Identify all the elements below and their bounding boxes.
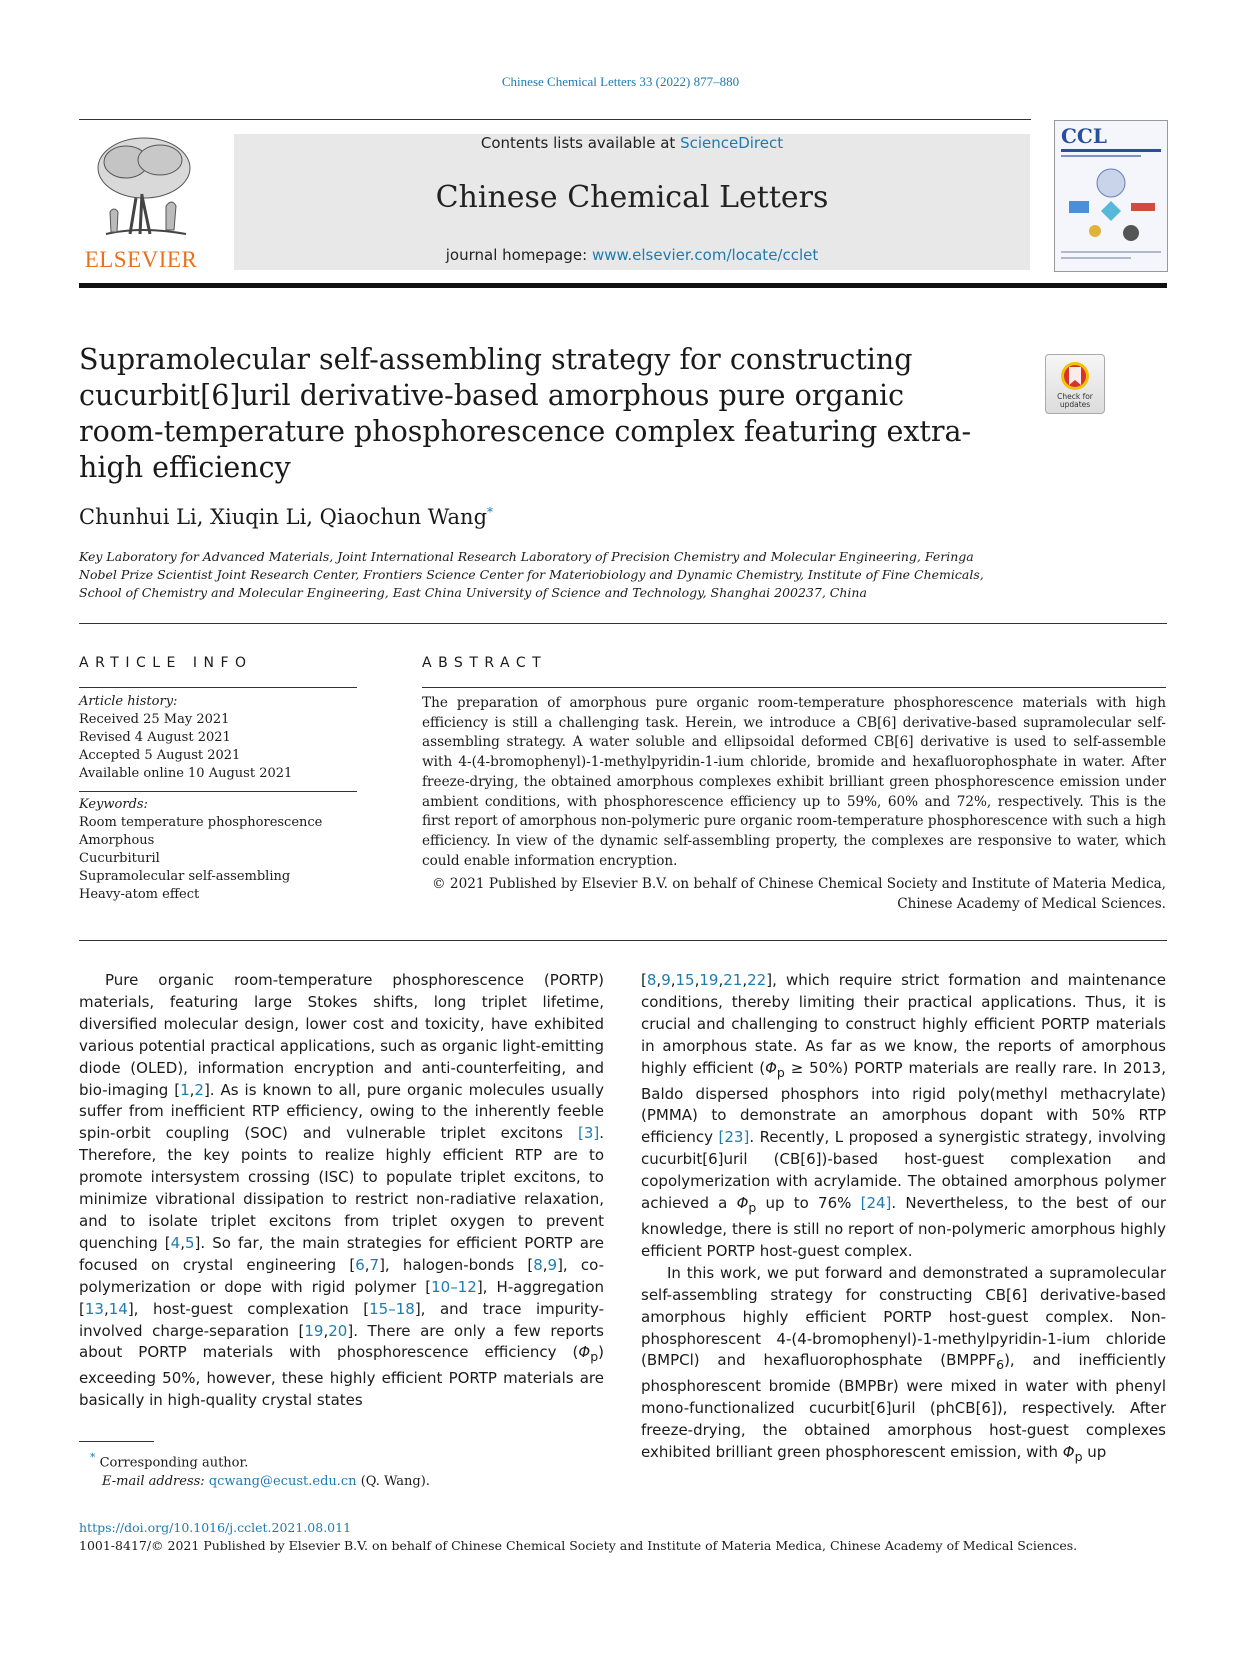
corresponding-mark[interactable]: * bbox=[487, 505, 494, 519]
ref-link[interactable]: 7 bbox=[369, 1255, 380, 1274]
body-text: up bbox=[1082, 1443, 1107, 1462]
abstract-heading: ABSTRACT bbox=[422, 655, 548, 671]
body-text: ], which require strict formation and maintenance conditions, thereby limiting their practical applications. Thus, it is crucial and challenging to construct highly efficient PORTP materials in amorphous state. As far as we know, the reports of amorphous highly efficient ( bbox=[641, 971, 1166, 1077]
cover-title: CCL bbox=[1061, 124, 1107, 148]
email-line bbox=[90, 1472, 430, 1491]
ref-link[interactable]: 13 bbox=[84, 1299, 104, 1318]
ref-link[interactable]: [24] bbox=[860, 1194, 892, 1213]
body-text: . Recently, L proposed a synergistic strategy, involving cucurbit[6]uril (CB[6])-based host-guest complexation and copolymerization with acrylamide. The obtained amorphous polymer achieved a bbox=[641, 1128, 1167, 1213]
keyword-item: Supramolecular self-assembling bbox=[79, 869, 291, 884]
history-revised: Revised 4 August 2021 bbox=[79, 730, 231, 745]
email-link[interactable]: qcwang@ecust.edu.cn bbox=[208, 1474, 357, 1490]
author-affiliation: Key Laboratory for Advanced Materials, Joint International Research Laboratory of Precision Chemistry and Molecular Engineering, Feringa Nobel Prize Scientist Joint Research Center, Frontiers Science Center for Materiobiology and Dynamic Chemistry, Institute of Fine Chemicals, School of Chemistry and Molecular Engineering, East China University of Science and Technology, Shanghai 200237, China bbox=[79, 549, 984, 600]
journal-homepage bbox=[234, 246, 1030, 264]
body-text: . Nevertheless, to the best of our knowledge, there is still no report of non-polymeric amorphous highly efficient PORTP host-guest complex. bbox=[641, 1194, 1166, 1260]
body-text: up to 76% bbox=[756, 1194, 861, 1213]
history-online: Available online 10 August 2021 bbox=[79, 766, 293, 781]
ref-link[interactable]: 6 bbox=[355, 1255, 365, 1274]
ref-link[interactable]: 21 bbox=[723, 971, 743, 989]
body-text: ]. As is known to all, pure organic molecules usually suffer from inefficient RTP efficiency, owing to the inherently feeble spin-orbit coupling (SOC) and vulnerable triplet excitons bbox=[79, 1080, 604, 1143]
journal-name: Chinese Chemical Letters bbox=[435, 180, 829, 215]
corresponding-note bbox=[90, 1448, 430, 1472]
footnote bbox=[90, 1448, 430, 1491]
ref-link[interactable]: 8 bbox=[533, 1255, 543, 1274]
body-text: ]. There are only a few reports about PORTP materials with phosphorescence efficiency ( bbox=[79, 1321, 604, 1362]
bookmark-icon bbox=[1046, 359, 1104, 395]
banner-content bbox=[234, 134, 1030, 270]
section-rule bbox=[79, 940, 1167, 941]
ref-link[interactable]: 9 bbox=[547, 1255, 558, 1274]
email-owner: (Q. Wang). bbox=[360, 1474, 430, 1490]
subscript-6: 6 bbox=[996, 1357, 1005, 1373]
journal-citation[interactable]: Chinese Chemical Letters 33 (2022) 877–880 bbox=[501, 74, 740, 89]
elsevier-tree-icon bbox=[86, 134, 196, 246]
body-paragraph bbox=[641, 1263, 1166, 1468]
info-rule bbox=[79, 791, 357, 792]
keywords bbox=[79, 796, 357, 904]
ref-link[interactable]: 19 bbox=[699, 971, 719, 989]
cover-art-icon bbox=[1055, 121, 1167, 271]
footnote-mark: * bbox=[90, 1451, 96, 1464]
article-history bbox=[79, 693, 357, 783]
keyword-item: Cucurbituril bbox=[79, 851, 160, 866]
body-text: ]. So far, the main strategies for efficient PORTP are focused on crystal engineering [ bbox=[79, 1233, 604, 1274]
body-text: [ bbox=[641, 971, 647, 989]
keyword-item: Room temperature phosphorescence bbox=[79, 815, 323, 830]
history-accepted: Accepted 5 August 2021 bbox=[79, 748, 241, 763]
doi-link[interactable]: https://doi.org/10.1016/j.cclet.2021.08.011 bbox=[79, 1520, 352, 1535]
phi-symbol: Φ bbox=[578, 1343, 591, 1362]
corresponding-label: Corresponding author. bbox=[99, 1455, 249, 1471]
ref-link[interactable]: 15 bbox=[675, 971, 695, 989]
ref-link[interactable]: 2 bbox=[194, 1080, 204, 1099]
body-column-left bbox=[79, 970, 604, 1412]
phi-symbol: Φ bbox=[736, 1194, 749, 1213]
body-text: ) exceeding 50%, however, these highly efficient PORTP materials are basically in high-quality crystal states bbox=[79, 1343, 604, 1410]
issn-copyright: 1001-8417/© 2021 Published by Elsevier B.V. on behalf of Chinese Chemical Society and Institute of Materia Medica, Chinese Academy of Medical Sciences. bbox=[79, 1538, 1078, 1553]
email-label: E-mail address: bbox=[102, 1474, 205, 1490]
keywords-label: Keywords: bbox=[79, 797, 148, 812]
abstract-copyright: © 2021 Published by Elsevier B.V. on behalf of Chinese Chemical Society and Institute of Materia Medica, Chinese Academy of Medical Sciences. bbox=[432, 876, 1166, 912]
body-text: ], H-aggregation [ bbox=[79, 1277, 604, 1318]
keyword-item: Heavy-atom effect bbox=[79, 887, 200, 902]
section-rule bbox=[79, 623, 1167, 624]
check-for-updates-label: Check for updates bbox=[1057, 392, 1093, 409]
ref-link[interactable]: 15–18 bbox=[369, 1299, 415, 1318]
body-column-right bbox=[641, 970, 1166, 1468]
subscript-p: p bbox=[748, 1200, 757, 1216]
ref-link[interactable]: 9 bbox=[661, 971, 671, 989]
keyword-item: Amorphous bbox=[79, 833, 155, 848]
subscript-p: p bbox=[590, 1349, 599, 1365]
abstract-text: The preparation of amorphous pure organic room-temperature phosphorescence materials with high efficiency is still a challenging task. Herein, we introduce a CB[6] derivative-based supramolecular self-assembling strategy. A water soluble and ellipsoidal deformed CB[6] derivative is used to self-assemble with 4-(4-bromophenyl)-1-methylpyridin-1-ium chloride, bromide and hexafluorophosphate in water. After freeze-drying, the obtained amorphous complexes exhibit brilliant green phosphorescence emission under ambient conditions, with phosphorescence efficiency up to 59%, 60% and 72%, respectively. This is the first report of amorphous non-polymeric pure organic room-temperature phosphorescence with such a high efficiency. In view of the dynamic self-assembling property, the complexes are responsive to water, which could enable information encryption. bbox=[422, 695, 1166, 869]
body-text: ], host-guest complexation [ bbox=[127, 1299, 370, 1318]
author-list bbox=[79, 505, 493, 529]
ref-link[interactable]: [3] bbox=[577, 1124, 600, 1143]
body-text: ≥ 50%) PORTP materials are really rare. In 2013, Baldo dispersed phosphors into rigid poly(methyl methacrylate) (PMMA) to demonstrate an amorphous dopant with 50% RTP efficiency bbox=[641, 1058, 1166, 1147]
elsevier-logo[interactable] bbox=[78, 134, 204, 274]
article-title: Supramolecular self-assembling strategy for constructing cucurbit[6]uril derivative-based amorphous pure organic room-temperature phosphorescence complex featuring extra-high efficiency bbox=[79, 343, 972, 484]
authors-text: Chunhui Li, Xiuqin Li, Qiaochun Wang bbox=[79, 505, 488, 529]
footnote-rule bbox=[79, 1441, 154, 1442]
ref-link[interactable]: 22 bbox=[747, 971, 767, 989]
ref-link[interactable]: 4 bbox=[170, 1233, 181, 1252]
body-text: ), and inefficiently phosphorescent bromide (BMPBr) were mixed in water with phenyl mono-functionalized cucurbit[6]uril (phCB[6]), respectively. After freeze-drying, the obtained amorphous host-guest complexes exhibited brilliant green phosphorescent emission, with bbox=[641, 1351, 1166, 1462]
contents-available bbox=[234, 134, 1030, 152]
phi-symbol: Φ bbox=[765, 1058, 777, 1077]
info-rule bbox=[79, 687, 357, 688]
contents-prefix: Contents lists available at bbox=[480, 134, 676, 152]
phi-symbol: Φ bbox=[1062, 1443, 1075, 1462]
ref-link[interactable]: [23] bbox=[718, 1128, 750, 1147]
subscript-p: p bbox=[776, 1064, 785, 1080]
body-text: ], co-polymerization or dope with rigid polymer [ bbox=[79, 1255, 605, 1296]
header-rule bbox=[79, 119, 1031, 120]
body-text: In this work, we put forward and demonstrated a supramolecular self-assembling strategy for constructing CB[6] derivative-based amorphous highly efficient PORTP host-guest complex. Non-phosphorescent 4-(4-bromophenyl)-1-methylpyridin-1-ium chloride (BMPCl) and hexafluorophosphate (BMPPF bbox=[641, 1263, 1166, 1370]
ref-link[interactable]: 19 bbox=[304, 1321, 324, 1340]
homepage-link[interactable]: www.elsevier.com/locate/cclet bbox=[591, 246, 819, 264]
body-text: ], halogen-bonds [ bbox=[379, 1255, 534, 1274]
check-for-updates-button[interactable] bbox=[1045, 354, 1105, 414]
subscript-p: p bbox=[1074, 1449, 1083, 1465]
body-text: ], and trace impurity-involved charge-separation [ bbox=[79, 1299, 604, 1340]
abstract-rule bbox=[422, 687, 1166, 688]
body-text: . Therefore, the key points to realize highly efficient RTP are to promote intersystem crossing (ISC) to populate triplet excitons, to minimize vibrational dissipation to restrict non-radiative relaxation, and to isolate triplet excitons from triplet oxygen to prevent quenching [ bbox=[79, 1124, 604, 1252]
ref-link[interactable]: 1 bbox=[180, 1080, 190, 1099]
article-info-heading: ARTICLE INFO bbox=[79, 655, 253, 671]
journal-cover-thumbnail[interactable] bbox=[1054, 120, 1168, 272]
ref-link[interactable]: 8 bbox=[646, 971, 657, 989]
sciencedirect-link[interactable]: ScienceDirect bbox=[680, 134, 784, 152]
header-thick-rule bbox=[79, 283, 1167, 288]
body-text: Pure organic room-temperature phosphorescence (PORTP) materials, featuring large Stokes shifts, long triplet lifetime, diversified molecular design, lower cost and toxicity, have exhibited various potential practical applications, such as organic light-emitting diode (OLED), information encryption and anti-counterfeiting, and bio-imaging [ bbox=[79, 971, 604, 1099]
history-label: Article history: bbox=[79, 694, 178, 709]
ref-link[interactable]: 10–12 bbox=[431, 1277, 477, 1296]
elsevier-wordmark: ELSEVIER bbox=[84, 247, 198, 272]
body-paragraph: [8,9,15,19,21,22], which require strict formation and maintenance conditions, thereby limiting their practical applications. Thus, it is crucial and challenging to construct highly efficient PORTP materials in amorphous state. As far as we know, the reports of amorphous highly efficient $(\Phi_p \ge 50\%)$ PORTP materials are really rare. In 2013, Baldo dispersed phosphors into rigid poly(methyl methacrylate) (PMMA) to demonstrate an amorphous dopant with 50% RTP efficiency [23]. Recently, L proposed a synergistic strategy, involving cucurbit[6]uril (CB[6])-based host-guest complexation and copolymerization with acrylamide. The obtained amorphous polymer achieved a $\Phi_p$ up to 76% [24]. Nevertheless, to the best of our knowledge, there is still no report of non-polymeric amorphous highly efficient PORTP host-guest complex. bbox=[641, 971, 1167, 1260]
body-paragraph: Pure organic room-temperature phosphorescence (PORTP) materials, featuring large Stokes shifts, long triplet lifetime, diversified molecular design, lower cost and toxicity, have exhibited various potential practical applications, such as organic light-emitting diode (OLED), information encryption and anti-counterfeiting, and bio-imaging [1,2]. As is known to all, pure organic molecules usually suffer from inefficient RTP efficiency, owing to the inherently feeble spin-orbit coupling (SOC) and vulnerable triplet excitons [3]. Therefore, the key points to realize highly efficient RTP are to promote intersystem crossing (ISC) to populate triplet excitons, to minimize vibrational dissipation to restrict non-radiative relaxation, and to isolate triplet excitons from triplet oxygen to prevent quenching [4,5]. So far, the main strategies for efficient PORTP are focused on crystal engineering [6,7], halogen-bonds [8,9], co-polymerization or dope with rigid polymer [10–12], H-aggregation [13,14], host-guest complexation [15–18], and trace impurity-involved charge-separation [19,20]. There are only a few reports about PORTP materials with phosphorescence efficiency $(\Phi_p)$ exceeding 50%, however, these highly efficient PORTP materials are basically in high-quality crystal states bbox=[79, 971, 605, 1410]
ref-link[interactable]: 5 bbox=[184, 1233, 195, 1252]
ref-link[interactable]: 20 bbox=[328, 1321, 348, 1340]
history-received: Received 25 May 2021 bbox=[79, 712, 230, 727]
homepage-prefix: journal homepage: bbox=[445, 246, 588, 264]
ref-link[interactable]: 14 bbox=[108, 1299, 128, 1318]
